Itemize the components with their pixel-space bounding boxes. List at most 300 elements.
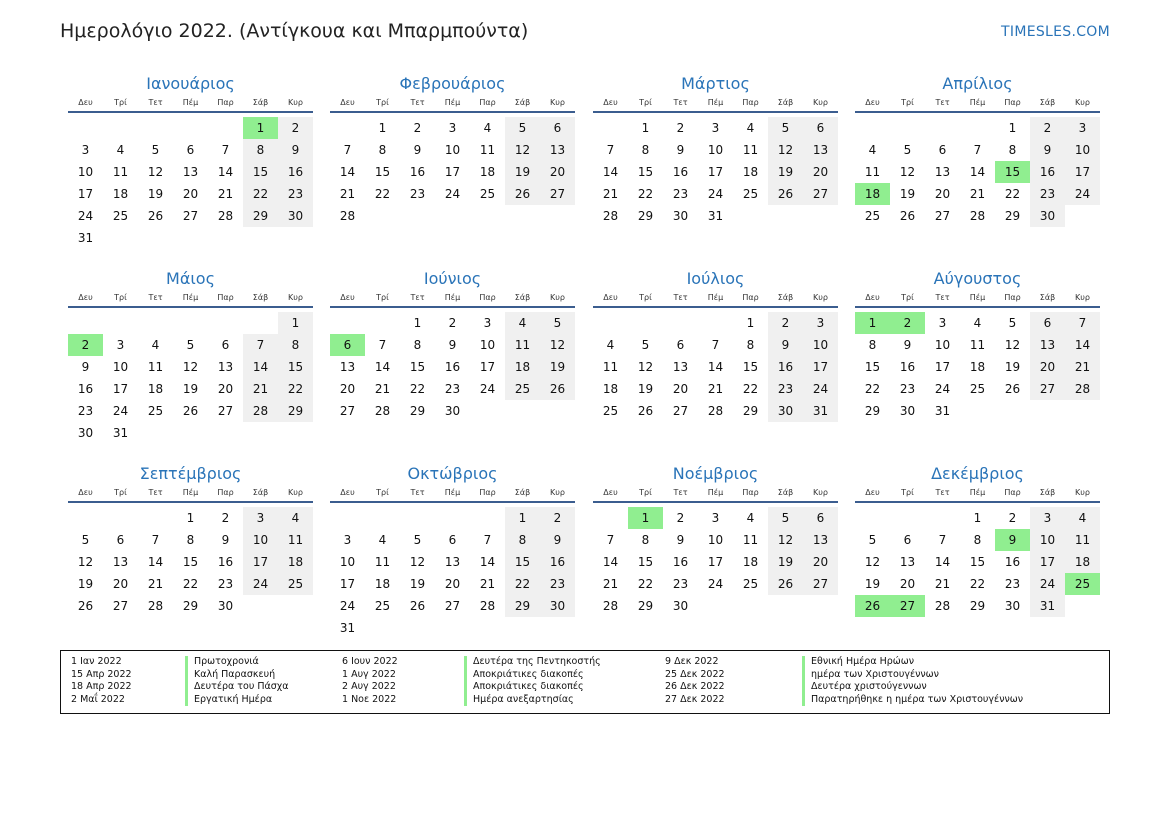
legend-date: 9 Δεκ 2022 (665, 656, 719, 667)
day-cell: 20 (934, 187, 951, 201)
month-block (330, 268, 575, 440)
weekday-label: Τετ (673, 293, 688, 302)
day-cell: 26 (505, 183, 540, 205)
legend-names-col-3 (802, 656, 1023, 706)
weekday-label: Τρί (901, 98, 914, 107)
day-cell: 19 (768, 161, 803, 183)
day-cell: 15 (505, 551, 540, 573)
day-cell: 7 (483, 533, 492, 547)
weekday-label: Πέμ (969, 293, 986, 302)
holiday-day-cell: 15 (995, 161, 1030, 183)
weekday-label: Παρ (742, 98, 759, 107)
day-cell: 4 (1065, 507, 1100, 529)
weekday-label: Παρ (479, 98, 496, 107)
weekday-label: Πέμ (444, 293, 461, 302)
day-cell: 3 (116, 338, 125, 352)
day-cell: 11 (278, 529, 313, 551)
day-cell: 23 (217, 577, 234, 591)
day-cell: 14 (479, 555, 496, 569)
day-cell: 13 (934, 165, 951, 179)
weekday-label: Κυρ (550, 98, 565, 107)
weekday-header (593, 292, 838, 308)
day-cell: 12 (505, 139, 540, 161)
day-cell: 3 (483, 316, 492, 330)
legend-dates-col-2 (342, 656, 398, 706)
day-cell: 24 (1030, 573, 1065, 595)
day-cell: 7 (711, 338, 720, 352)
day-cell: 20 (339, 382, 356, 396)
day-cell: 14 (1065, 334, 1100, 356)
weekday-label: Πέμ (182, 293, 199, 302)
day-cell: 3 (938, 316, 947, 330)
day-cell: 14 (602, 165, 619, 179)
day-cell: 11 (479, 143, 496, 157)
weekday-label: Παρ (217, 488, 234, 497)
day-cell: 22 (864, 382, 881, 396)
day-cell: 5 (1008, 316, 1017, 330)
day-cell: 13 (444, 555, 461, 569)
day-cell: 18 (602, 382, 619, 396)
month-name: Οκτώβριος (407, 464, 498, 483)
day-grid (855, 308, 1100, 440)
day-cell: 3 (1065, 117, 1100, 139)
day-cell: 16 (409, 165, 426, 179)
day-cell: 24 (444, 187, 461, 201)
day-cell: 6 (938, 143, 947, 157)
holiday-day-cell: 27 (890, 595, 925, 617)
month-name: Αύγουστος (933, 269, 1022, 288)
day-cell: 18 (1065, 551, 1100, 573)
day-cell: 24 (707, 577, 724, 591)
day-cell: 16 (672, 555, 689, 569)
day-cell: 23 (409, 187, 426, 201)
site-link[interactable]: TIMESLES.COM (1001, 24, 1110, 40)
day-cell: 17 (77, 187, 94, 201)
day-cell: 20 (217, 382, 234, 396)
month-block (593, 268, 838, 440)
day-cell: 31 (77, 231, 94, 245)
day-cell: 8 (746, 338, 755, 352)
weekday-label: Δευ (603, 293, 618, 302)
day-grid (68, 113, 313, 245)
day-cell: 18 (969, 360, 986, 374)
day-cell: 15 (409, 360, 426, 374)
day-cell: 21 (707, 382, 724, 396)
weekday-label: Σάβ (1039, 293, 1056, 302)
day-cell: 25 (969, 382, 986, 396)
day-cell: 2 (221, 511, 230, 525)
day-cell: 22 (969, 577, 986, 591)
day-cell: 22 (637, 187, 654, 201)
day-cell: 20 (182, 187, 199, 201)
day-grid (68, 308, 313, 440)
day-cell: 22 (182, 577, 199, 591)
day-cell: 2 (1008, 511, 1017, 525)
day-cell: 18 (278, 551, 313, 573)
weekday-label: Τρί (639, 293, 652, 302)
day-cell: 22 (742, 382, 759, 396)
day-cell: 16 (768, 356, 803, 378)
month-block (855, 463, 1100, 635)
day-cell: 15 (374, 165, 391, 179)
legend-holiday-name: ημέρα των Χριστουγέννων (802, 669, 1023, 682)
weekday-label: Σάβ (514, 488, 531, 497)
holiday-day-cell: 9 (995, 529, 1030, 551)
day-cell: 7 (606, 533, 615, 547)
legend-names-col-2 (464, 656, 601, 706)
day-cell: 30 (768, 400, 803, 422)
day-cell: 11 (602, 360, 619, 374)
day-cell: 7 (343, 143, 352, 157)
day-cell: 17 (479, 360, 496, 374)
day-cell: 31 (707, 209, 724, 223)
day-cell: 28 (374, 404, 391, 418)
day-cell: 29 (864, 404, 881, 418)
day-cell: 22 (637, 577, 654, 591)
day-grid (593, 308, 838, 440)
day-cell: 20 (672, 382, 689, 396)
weekday-label: Τετ (935, 488, 950, 497)
day-cell: 20 (803, 551, 838, 573)
day-cell: 25 (602, 404, 619, 418)
weekday-header (593, 487, 838, 503)
weekday-label: Δευ (340, 488, 355, 497)
day-cell: 13 (217, 360, 234, 374)
weekday-label: Παρ (1004, 293, 1021, 302)
holiday-day-cell: 1 (855, 312, 890, 334)
day-cell: 9 (903, 338, 912, 352)
day-cell: 1 (641, 121, 650, 135)
day-cell: 23 (444, 382, 461, 396)
weekday-label: Κυρ (1075, 98, 1090, 107)
legend-dates-col-3 (665, 656, 725, 706)
day-cell: 12 (637, 360, 654, 374)
day-cell: 14 (147, 555, 164, 569)
day-cell: 5 (768, 507, 803, 529)
weekday-label: Τετ (673, 98, 688, 107)
month-block (68, 268, 313, 440)
day-cell: 12 (147, 165, 164, 179)
day-cell: 10 (707, 533, 724, 547)
day-cell: 29 (243, 205, 278, 227)
weekday-label: Παρ (742, 488, 759, 497)
day-cell: 20 (444, 577, 461, 591)
day-cell: 11 (112, 165, 129, 179)
day-cell: 10 (707, 143, 724, 157)
legend-holiday-name: Παρατηρήθηκε η ημέρα των Χριστουγέννων (802, 694, 1023, 707)
day-cell: 7 (606, 143, 615, 157)
day-cell: 15 (278, 356, 313, 378)
day-cell: 31 (1030, 595, 1065, 617)
day-cell: 2 (448, 316, 457, 330)
month-name: Ιανουάριος (146, 74, 235, 93)
day-cell: 26 (1004, 382, 1021, 396)
day-cell: 5 (868, 533, 877, 547)
day-cell: 29 (969, 599, 986, 613)
weekday-label: Παρ (1004, 488, 1021, 497)
weekday-label: Πέμ (969, 488, 986, 497)
day-cell: 23 (1004, 577, 1021, 591)
weekday-header (330, 97, 575, 113)
day-cell: 7 (243, 334, 278, 356)
day-cell: 19 (864, 577, 881, 591)
day-cell: 16 (77, 382, 94, 396)
weekday-label: Τρί (114, 98, 127, 107)
day-cell: 22 (505, 573, 540, 595)
day-cell: 15 (243, 161, 278, 183)
day-cell: 10 (934, 338, 951, 352)
day-cell: 6 (903, 533, 912, 547)
day-cell: 8 (641, 143, 650, 157)
day-cell: 21 (602, 187, 619, 201)
day-cell: 5 (641, 338, 650, 352)
weekday-label: Κυρ (550, 488, 565, 497)
weekday-label: Κυρ (1075, 488, 1090, 497)
month-name: Μάιος (166, 269, 215, 288)
day-cell: 14 (707, 360, 724, 374)
day-cell: 4 (505, 312, 540, 334)
day-cell: 19 (899, 187, 916, 201)
day-grid (330, 113, 575, 245)
day-cell: 9 (413, 143, 422, 157)
day-cell: 10 (1065, 139, 1100, 161)
day-cell: 12 (540, 334, 575, 356)
day-cell: 2 (540, 507, 575, 529)
day-cell: 7 (938, 533, 947, 547)
day-cell: 19 (1004, 360, 1021, 374)
day-cell: 13 (182, 165, 199, 179)
day-cell: 26 (637, 404, 654, 418)
weekday-label: Τρί (901, 488, 914, 497)
legend-holiday-name: Ημέρα ανεξαρτησίας (464, 694, 601, 707)
legend-holiday-name: Δευτέρα χριστούγεννων (802, 681, 1023, 694)
day-cell: 12 (864, 555, 881, 569)
day-cell: 5 (540, 312, 575, 334)
month-block (68, 463, 313, 635)
day-cell: 10 (803, 334, 838, 356)
day-cell: 17 (243, 551, 278, 573)
day-cell: 20 (1030, 356, 1065, 378)
legend-holiday-name: Καλή Παρασκευή (185, 669, 289, 682)
weekday-label: Σάβ (252, 293, 269, 302)
weekday-label: Πέμ (182, 98, 199, 107)
legend-holiday-name: Δευτέρα του Πάσχα (185, 681, 289, 694)
day-cell: 6 (803, 507, 838, 529)
day-cell: 24 (1065, 183, 1100, 205)
day-cell: 17 (707, 165, 724, 179)
day-cell: 28 (339, 209, 356, 223)
holiday-legend (60, 650, 1110, 714)
day-cell: 8 (186, 533, 195, 547)
day-cell: 23 (77, 404, 94, 418)
day-cell: 15 (637, 165, 654, 179)
day-cell: 15 (969, 555, 986, 569)
day-cell: 25 (742, 187, 759, 201)
day-cell: 4 (151, 338, 160, 352)
day-cell: 18 (505, 356, 540, 378)
day-cell: 2 (676, 511, 685, 525)
day-cell: 12 (768, 529, 803, 551)
day-cell: 2 (768, 312, 803, 334)
day-cell: 9 (81, 360, 90, 374)
day-cell: 17 (112, 382, 129, 396)
day-cell: 31 (339, 621, 356, 635)
day-cell: 16 (1004, 555, 1021, 569)
day-cell: 12 (77, 555, 94, 569)
weekday-label: Κυρ (288, 293, 303, 302)
day-cell: 7 (151, 533, 160, 547)
day-cell: 2 (676, 121, 685, 135)
day-cell: 12 (768, 139, 803, 161)
weekday-label: Σάβ (514, 293, 531, 302)
day-cell: 4 (868, 143, 877, 157)
day-cell: 20 (540, 161, 575, 183)
month-block (330, 463, 575, 635)
day-cell: 30 (444, 404, 461, 418)
day-cell: 19 (182, 382, 199, 396)
day-cell: 27 (672, 404, 689, 418)
weekday-header (855, 487, 1100, 503)
day-cell: 28 (1065, 378, 1100, 400)
weekday-label: Τρί (376, 488, 389, 497)
day-cell: 18 (479, 165, 496, 179)
weekday-label: Τρί (376, 98, 389, 107)
day-cell: 5 (81, 533, 90, 547)
day-cell: 28 (217, 209, 234, 223)
day-cell: 24 (934, 382, 951, 396)
weekday-label: Τρί (639, 488, 652, 497)
day-cell: 10 (444, 143, 461, 157)
day-cell: 12 (182, 360, 199, 374)
weekday-label: Σάβ (252, 488, 269, 497)
day-cell: 23 (672, 577, 689, 591)
weekday-label: Τετ (935, 293, 950, 302)
weekday-label: Δευ (603, 98, 618, 107)
day-cell: 15 (637, 555, 654, 569)
legend-holiday-name: Αποκριάτικες διακοπές (464, 681, 601, 694)
day-cell: 19 (409, 577, 426, 591)
day-grid (855, 503, 1100, 635)
day-cell: 13 (899, 555, 916, 569)
day-cell: 18 (112, 187, 129, 201)
day-cell: 30 (540, 595, 575, 617)
day-cell: 19 (768, 551, 803, 573)
day-cell: 26 (77, 599, 94, 613)
day-cell: 15 (182, 555, 199, 569)
day-cell: 28 (602, 599, 619, 613)
month-name: Ιούνιος (423, 269, 482, 288)
day-cell: 6 (1030, 312, 1065, 334)
day-cell: 13 (1030, 334, 1065, 356)
day-cell: 22 (278, 378, 313, 400)
weekday-label: Πέμ (969, 98, 986, 107)
day-cell: 11 (505, 334, 540, 356)
weekday-label: Σάβ (252, 98, 269, 107)
day-cell: 25 (505, 378, 540, 400)
day-cell: 23 (768, 378, 803, 400)
weekday-label: Τρί (114, 488, 127, 497)
legend-date: 6 Ιουν 2022 (342, 656, 398, 667)
day-cell: 18 (374, 577, 391, 591)
day-cell: 7 (378, 338, 387, 352)
month-name: Μάρτιος (681, 74, 750, 93)
day-cell: 27 (803, 573, 838, 595)
day-cell: 20 (899, 577, 916, 591)
day-cell: 16 (444, 360, 461, 374)
holiday-day-cell: 26 (855, 595, 890, 617)
day-cell: 26 (182, 404, 199, 418)
month-name: Σεπτέμβριος (139, 464, 242, 483)
day-cell: 1 (413, 316, 422, 330)
day-cell: 13 (339, 360, 356, 374)
weekday-label: Τρί (114, 293, 127, 302)
day-cell: 22 (374, 187, 391, 201)
weekday-header (330, 292, 575, 308)
legend-dates-col-1 (71, 656, 132, 706)
weekday-header (593, 97, 838, 113)
weekday-label: Σάβ (1039, 98, 1056, 107)
day-cell: 21 (243, 378, 278, 400)
legend-date: 18 Απρ 2022 (71, 681, 132, 693)
day-cell: 25 (864, 209, 881, 223)
day-cell: 8 (1008, 143, 1017, 157)
month-block (593, 463, 838, 635)
day-cell: 1 (1008, 121, 1017, 135)
weekday-label: Παρ (479, 488, 496, 497)
day-cell: 27 (112, 599, 129, 613)
legend-holiday-name: Πρωτοχρονιά (185, 656, 289, 669)
day-cell: 10 (1030, 529, 1065, 551)
day-cell: 3 (243, 507, 278, 529)
day-cell: 19 (77, 577, 94, 591)
day-grid (593, 113, 838, 245)
day-cell: 11 (969, 338, 986, 352)
day-cell: 16 (672, 165, 689, 179)
day-cell: 9 (768, 334, 803, 356)
day-cell: 27 (540, 183, 575, 205)
day-cell: 27 (182, 209, 199, 223)
holiday-day-cell: 25 (1065, 573, 1100, 595)
day-cell: 6 (221, 338, 230, 352)
day-cell: 25 (112, 209, 129, 223)
day-cell: 3 (1030, 507, 1065, 529)
day-cell: 25 (742, 577, 759, 591)
day-cell: 21 (934, 577, 951, 591)
month-block (593, 73, 838, 245)
day-cell: 12 (1004, 338, 1021, 352)
weekday-label: Κυρ (813, 98, 828, 107)
day-cell: 21 (479, 577, 496, 591)
day-cell: 11 (742, 143, 759, 157)
day-cell: 24 (112, 404, 129, 418)
day-cell: 1 (278, 312, 313, 334)
day-cell: 4 (116, 143, 125, 157)
legend-date: 1 Αυγ 2022 (342, 668, 396, 680)
weekday-label: Κυρ (1075, 293, 1090, 302)
holiday-day-cell: 1 (243, 117, 278, 139)
day-cell: 9 (540, 529, 575, 551)
day-cell: 30 (1004, 599, 1021, 613)
month-block (68, 73, 313, 245)
day-cell: 20 (803, 161, 838, 183)
weekday-label: Δευ (865, 488, 880, 497)
day-cell: 29 (278, 400, 313, 422)
day-cell: 23 (1030, 183, 1065, 205)
weekday-header (68, 97, 313, 113)
day-cell: 11 (742, 533, 759, 547)
day-cell: 25 (278, 573, 313, 595)
weekday-header (855, 97, 1100, 113)
